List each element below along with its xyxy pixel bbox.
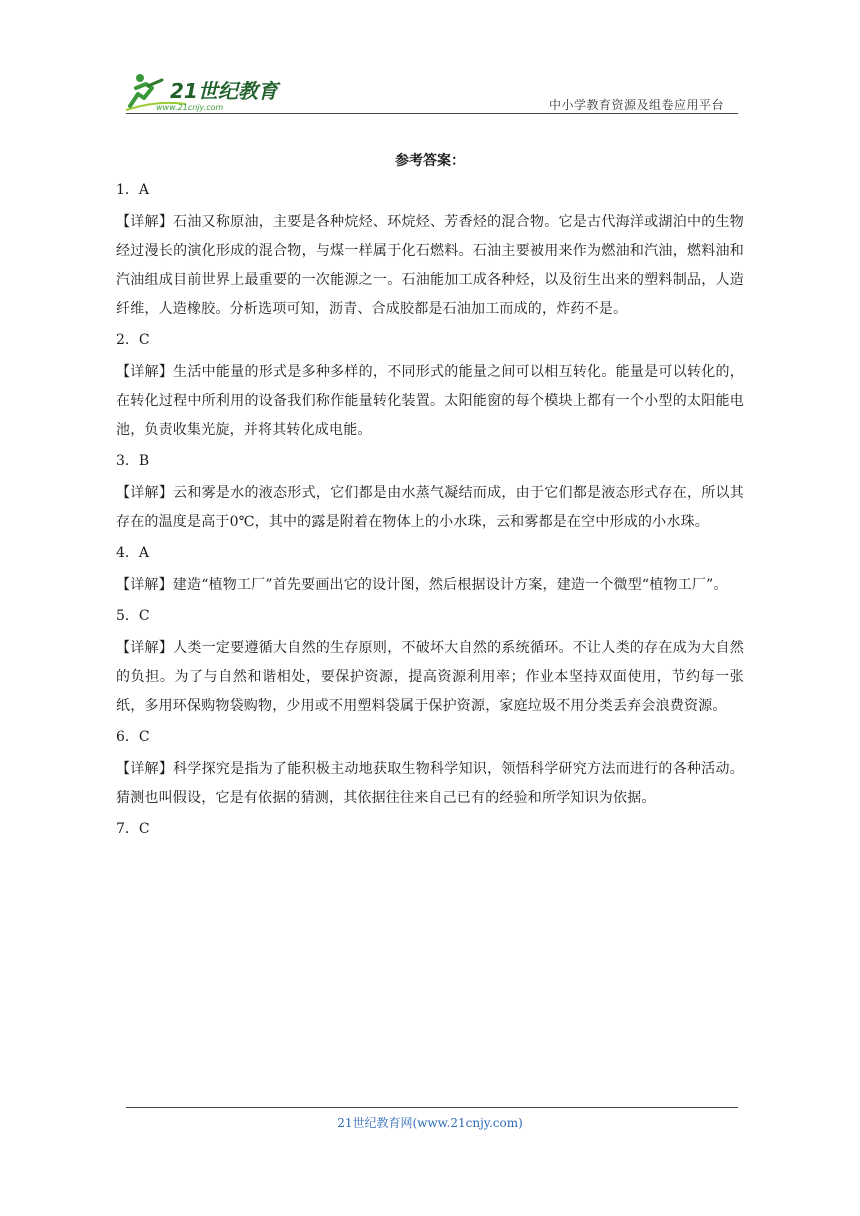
- answer-item: [116, 451, 744, 537]
- answer-item: [116, 330, 744, 445]
- answer-detail: 【详解】云和雾是水的液态形式，它们都是由水蒸气凝结而成，由于它们都是液态形式存在，所以其存在的温度是高于0℃，其中的露是附着在物体上的小水珠，云和雾都是在空中形成的小水珠。: [116, 485, 744, 530]
- answer-item: [116, 180, 744, 324]
- answer-item: [116, 819, 744, 839]
- platform-name: 中小学教育资源及组卷应用平台: [548, 98, 724, 112]
- page-header: [126, 62, 738, 114]
- answer-content: [116, 150, 744, 847]
- answer-item: [116, 727, 744, 813]
- header-divider: [126, 113, 738, 114]
- page-title: 参考答案：: [395, 153, 465, 169]
- answer-item: [116, 606, 744, 721]
- answer-number: 7．C: [116, 821, 150, 837]
- answer-number: 3．B: [116, 453, 150, 469]
- answer-detail: 【详解】生活中能量的形式是多种多样的，不同形式的能量之间可以相互转化。能量是可以转化的，在转化过程中所利用的设备我们称作能量转化装置。太阳能窗的每个模块上都有一个小型的太阳能电池，负责收集光旋，并将其转化成电能。: [116, 364, 744, 438]
- answer-number: 5．C: [116, 608, 150, 624]
- logo-main-text: 21世纪教育: [170, 79, 278, 103]
- answer-number: 6．C: [116, 729, 150, 745]
- answer-detail: 【详解】建造“植物工厂”首先要画出它的设计图，然后根据设计方案，建造一个微型“植物工厂”。: [116, 577, 728, 593]
- answer-detail: 【详解】科学探究是指为了能积极主动地获取生物科学知识，领悟科学研究方法而进行的各种活动。猜测也叫假设，它是有依据的猜测，其依据往往来自己已有的经验和所学知识为依据。: [116, 761, 744, 806]
- answer-detail: 【详解】石油又称原油，主要是各种烷烃、环烷烃、芳香烃的混合物。它是古代海洋或湖泊中的生物经过漫长的演化形成的混合物，与煤一样属于化石燃料。石油主要被用来作为燃油和汽油，燃料油和汽油组成目前世界上最重要的一次能源之一。石油能加工成各种烃，以及衍生出来的塑料制品，人造纤维，人造橡胶。分析选项可知，沥青、合成胶都是石油加工而成的，炸药不是。: [116, 214, 744, 317]
- answer-item: [116, 543, 744, 600]
- answer-number: 1．A: [116, 182, 150, 198]
- answer-number: 4．A: [116, 545, 150, 561]
- footer-link[interactable]: 21世纪教育网(www.21cnjy.com): [337, 1116, 523, 1130]
- answer-detail: 【详解】人类一定要遵循大自然的生存原则，不破坏大自然的系统循环。不让人类的存在成为大自然的负担。为了与自然和谐相处，要保护资源，提高资源利用率；作业本坚持双面使用，节约每一张纸，多用环保购物袋购物，少用或不用塑料袋属于保护资源，家庭垃圾不用分类丢弃会浪费资源。: [116, 640, 744, 714]
- logo: [126, 70, 296, 114]
- footer-divider: [126, 1107, 738, 1108]
- answer-number: 2．C: [116, 332, 150, 348]
- logo-url-text: www.21cnjy.com: [156, 103, 224, 112]
